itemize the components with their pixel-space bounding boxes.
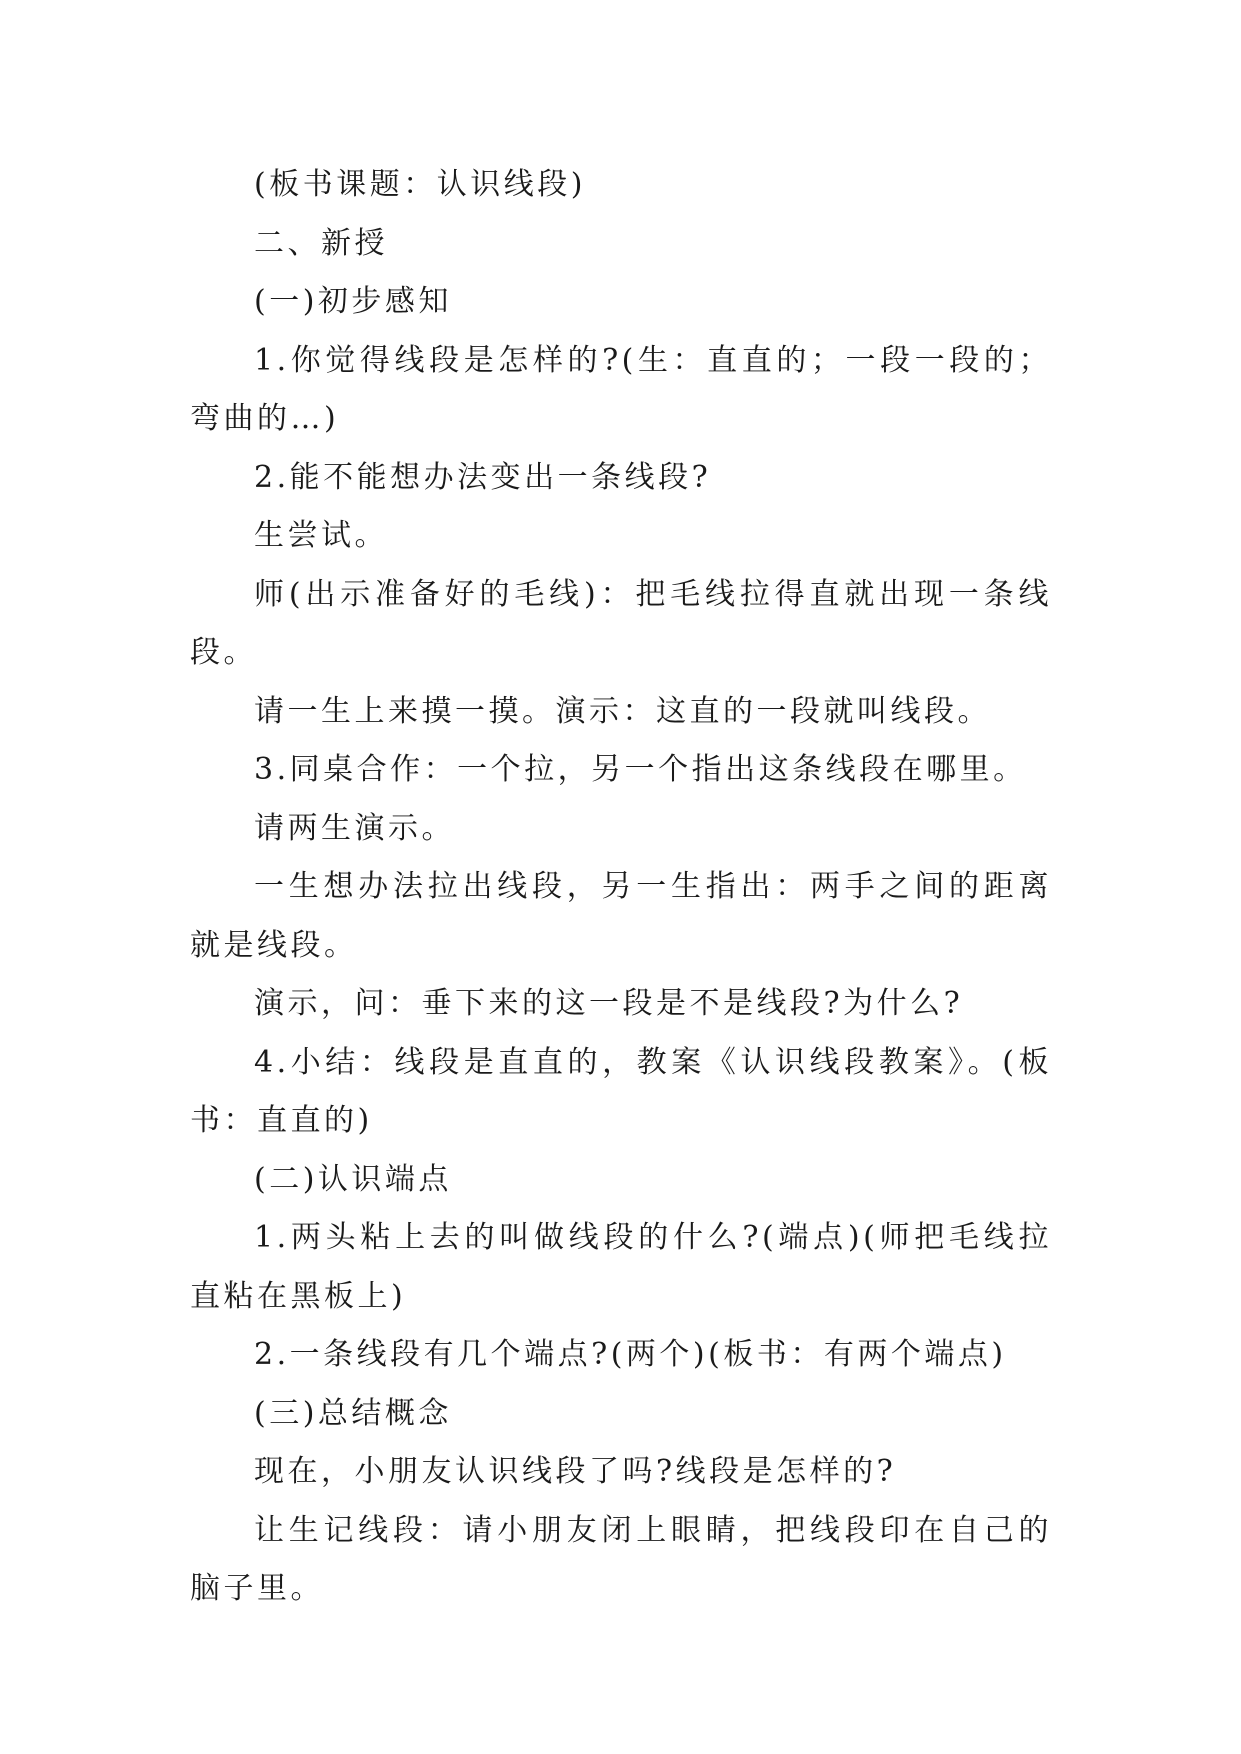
paragraph-summary-4: 4.小结：线段是直直的，教案《认识线段教案》。(板书：直直的) (190, 1044, 1052, 1138)
paragraph-endpoint-q1: 1.两头粘上去的叫做线段的什么?(端点)(师把毛线拉直粘在黑板上) (190, 1220, 1052, 1314)
document-body (190, 156, 1052, 1619)
paragraph-student-try: 生尝试。 (254, 518, 388, 553)
paragraph-board-title: (板书课题：认识线段) (254, 167, 586, 202)
paragraph-question-1: 1.你觉得线段是怎样的?(生：直直的；一段一段的；弯曲的…) (190, 342, 1052, 436)
paragraph-remember-segment: 让生记线段：请小朋友闭上眼睛，把线段印在自己的脑子里。 (190, 1512, 1052, 1606)
paragraph-now-question: 现在，小朋友认识线段了吗?线段是怎样的? (254, 1454, 897, 1489)
paragraph-question-3: 3.同桌合作：一个拉，另一个指出这条线段在哪里。 (254, 752, 1027, 787)
paragraph-two-students: 请两生演示。 (254, 810, 455, 846)
paragraph-subsection-perception: (一)初步感知 (254, 284, 452, 319)
paragraph-student-touch: 请一生上来摸一摸。演示：这直的一段就叫线段。 (254, 693, 991, 729)
paragraph-teacher-demo: 师(出示准备好的毛线)：把毛线拉得直就出现一条线段。 (190, 576, 1052, 670)
paragraph-subsection-endpoints: (二)认识端点 (254, 1161, 452, 1197)
paragraph-question-2: 2.能不能想办法变出一条线段? (254, 459, 712, 495)
paragraph-subsection-concept: (三)总结概念 (254, 1395, 452, 1431)
paragraph-pull-segment: 一生想办法拉出线段，另一生指出：两手之间的距离就是线段。 (190, 869, 1052, 963)
paragraph-endpoint-q2: 2.一条线段有几个端点?(两个)(板书：有两个端点) (254, 1337, 1007, 1372)
paragraph-section-new-lesson: 二、新授 (254, 225, 388, 261)
paragraph-demo-question: 演示，问：垂下来的这一段是不是线段?为什么? (254, 986, 964, 1021)
